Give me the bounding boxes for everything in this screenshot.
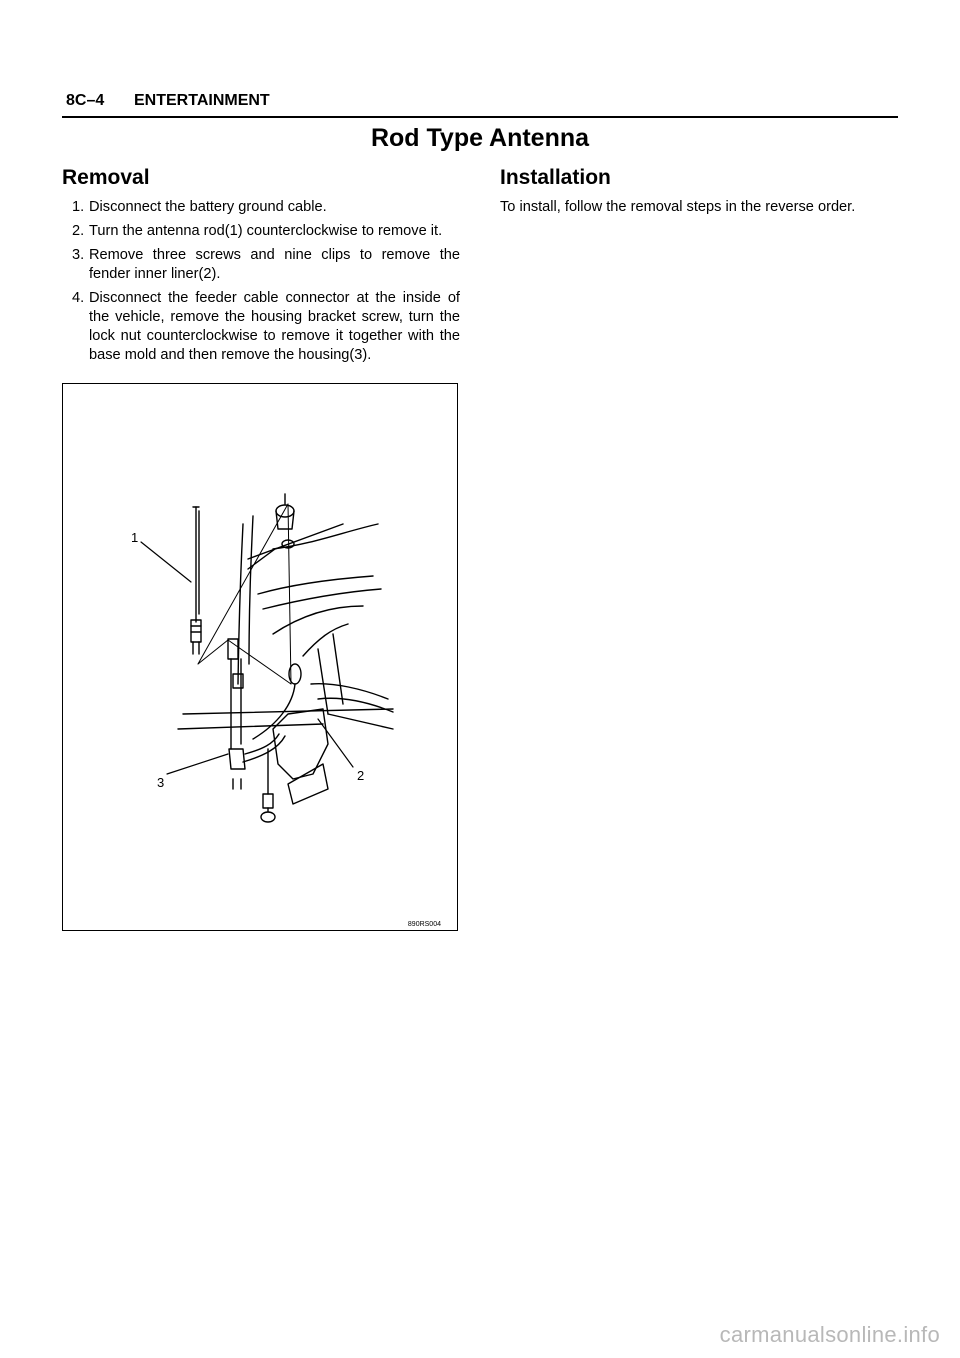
antenna-diagram (63, 384, 457, 930)
figure-code: 890RS004 (407, 921, 441, 928)
callout-1-leader (141, 542, 191, 582)
step-number: 2. (72, 223, 85, 239)
page-title: Rod Type Antenna (370, 124, 590, 152)
page-number: 8C–4 (66, 92, 105, 109)
step-text: Remove three screws and nine clips to remove the fender inner liner(2). (89, 247, 460, 282)
installation-heading: Installation (500, 166, 611, 189)
callout-3: 3 (157, 775, 165, 790)
callout-2: 2 (357, 768, 365, 783)
leader-lines (198, 504, 291, 684)
watermark: carmanualsonline.info (719, 1322, 940, 1347)
step-text: Turn the antenna rod(1) counterclockwise to remove it. (89, 223, 443, 239)
antenna-rod-drawing (191, 507, 201, 654)
removal-heading: Removal (62, 166, 150, 189)
removal-step (62, 222, 460, 241)
removal-step (62, 289, 460, 365)
step-number: 3. (72, 247, 85, 263)
callout-1: 1 (131, 530, 139, 545)
section-title: ENTERTAINMENT (134, 92, 270, 109)
installation-text: To install, follow the removal steps in the reverse order. (500, 199, 856, 215)
step-number: 1. (72, 199, 85, 215)
page-header (62, 92, 898, 118)
step-text: Disconnect the battery ground cable. (89, 199, 327, 215)
antenna-diagram-figure (62, 383, 458, 931)
callout-3-leader (167, 754, 228, 774)
removal-steps-list (62, 198, 460, 370)
step-number: 4. (72, 290, 85, 306)
removal-step (62, 246, 460, 284)
removal-step (62, 198, 460, 217)
callout-2-leader (318, 719, 353, 767)
step-text: Disconnect the feeder cable connector at the inside of the vehicle, remove the housing bracket screw, turn the lock nut counterclockwise to remove it together with the base mold and then remove the housing(3). (89, 290, 460, 363)
